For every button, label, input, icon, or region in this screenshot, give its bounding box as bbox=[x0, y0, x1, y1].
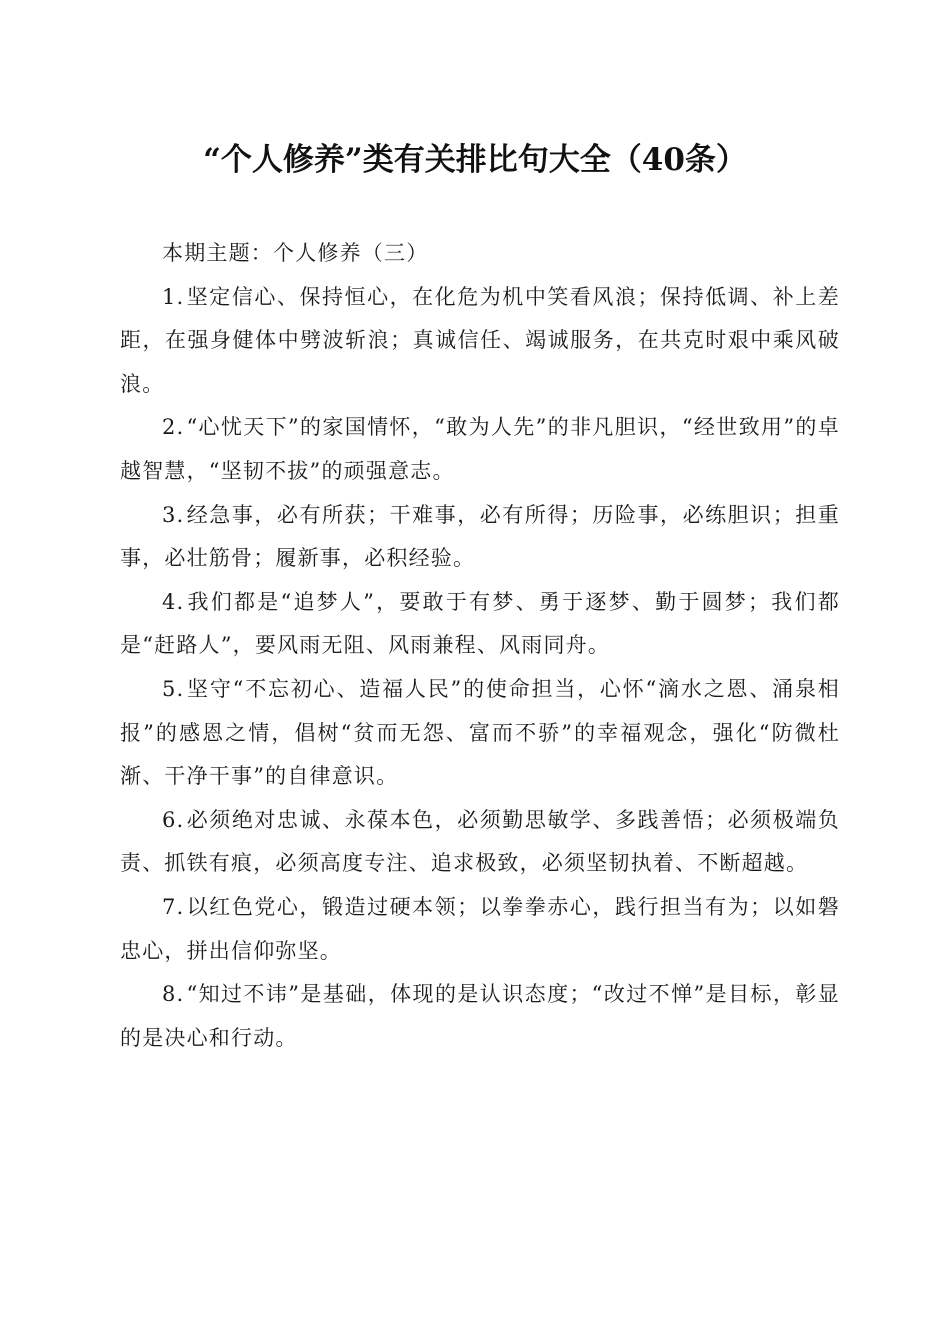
item-text: 坚定信心、保持恒心，在化危为机中笑看风浪；保持低调、补上差距，在强身健体中劈波斩浪；真诚信任、竭诚服务，在共克时艰中乘风破浪。 bbox=[120, 284, 840, 396]
item-text: 我们都是“追梦人”，要敢于有梦、勇于逐梦、勤于圆梦；我们都是“赶路人”，要风雨无阻、风雨兼程、风雨同舟。 bbox=[120, 589, 840, 658]
item-number: 4. bbox=[162, 589, 185, 614]
list-item bbox=[120, 494, 840, 581]
list-item bbox=[120, 973, 840, 1060]
item-number: 7. bbox=[162, 894, 185, 919]
list-item bbox=[120, 406, 840, 493]
document-body bbox=[120, 232, 840, 1060]
item-text: 经急事，必有所获；干难事，必有所得；历险事，必练胆识；担重事，必壮筋骨；履新事，必积经验。 bbox=[120, 502, 840, 571]
item-number: 8. bbox=[162, 982, 185, 1007]
list-item bbox=[120, 581, 840, 668]
item-text: “心忧天下”的家国情怀，“敢为人先”的非凡胆识，“经世致用”的卓越智慧，“坚韧不拔”的顽强意志。 bbox=[120, 415, 840, 483]
item-number: 2. bbox=[162, 415, 185, 440]
list-item bbox=[120, 886, 840, 973]
item-number: 6. bbox=[162, 807, 185, 832]
item-number: 3. bbox=[162, 502, 185, 527]
document-title: “个人修养”类有关排比句大全（40条） bbox=[203, 142, 747, 178]
subtitle-text: 本期主题：个人修养（三） bbox=[162, 241, 429, 265]
item-text: 必须绝对忠诚、永葆本色，必须勤思敏学、多践善悟；必须极端负责、抓铁有痕，必须高度专注、追求极致，必须坚韧执着、不断超越。 bbox=[120, 807, 840, 876]
item-text: 坚守“不忘初心、造福人民”的使命担当，心怀“滴水之恩、涌泉相报”的感恩之情，倡树“贫而无怨、富而不骄”的幸福观念，强化“防微杜渐、干净干事”的自律意识。 bbox=[120, 676, 840, 789]
list-item bbox=[120, 799, 840, 886]
list-item bbox=[120, 276, 840, 407]
list-item bbox=[120, 668, 840, 799]
item-text: “知过不讳”是基础，体现的是认识态度；“改过不惮”是目标，彰显的是决心和行动。 bbox=[120, 982, 840, 1050]
item-number: 5. bbox=[162, 676, 185, 701]
item-number: 1. bbox=[162, 284, 185, 309]
subtitle bbox=[120, 232, 840, 276]
item-text: 以红色党心，锻造过硬本领；以拳拳赤心，践行担当有为；以如磐忠心，拼出信仰弥坚。 bbox=[120, 894, 840, 963]
